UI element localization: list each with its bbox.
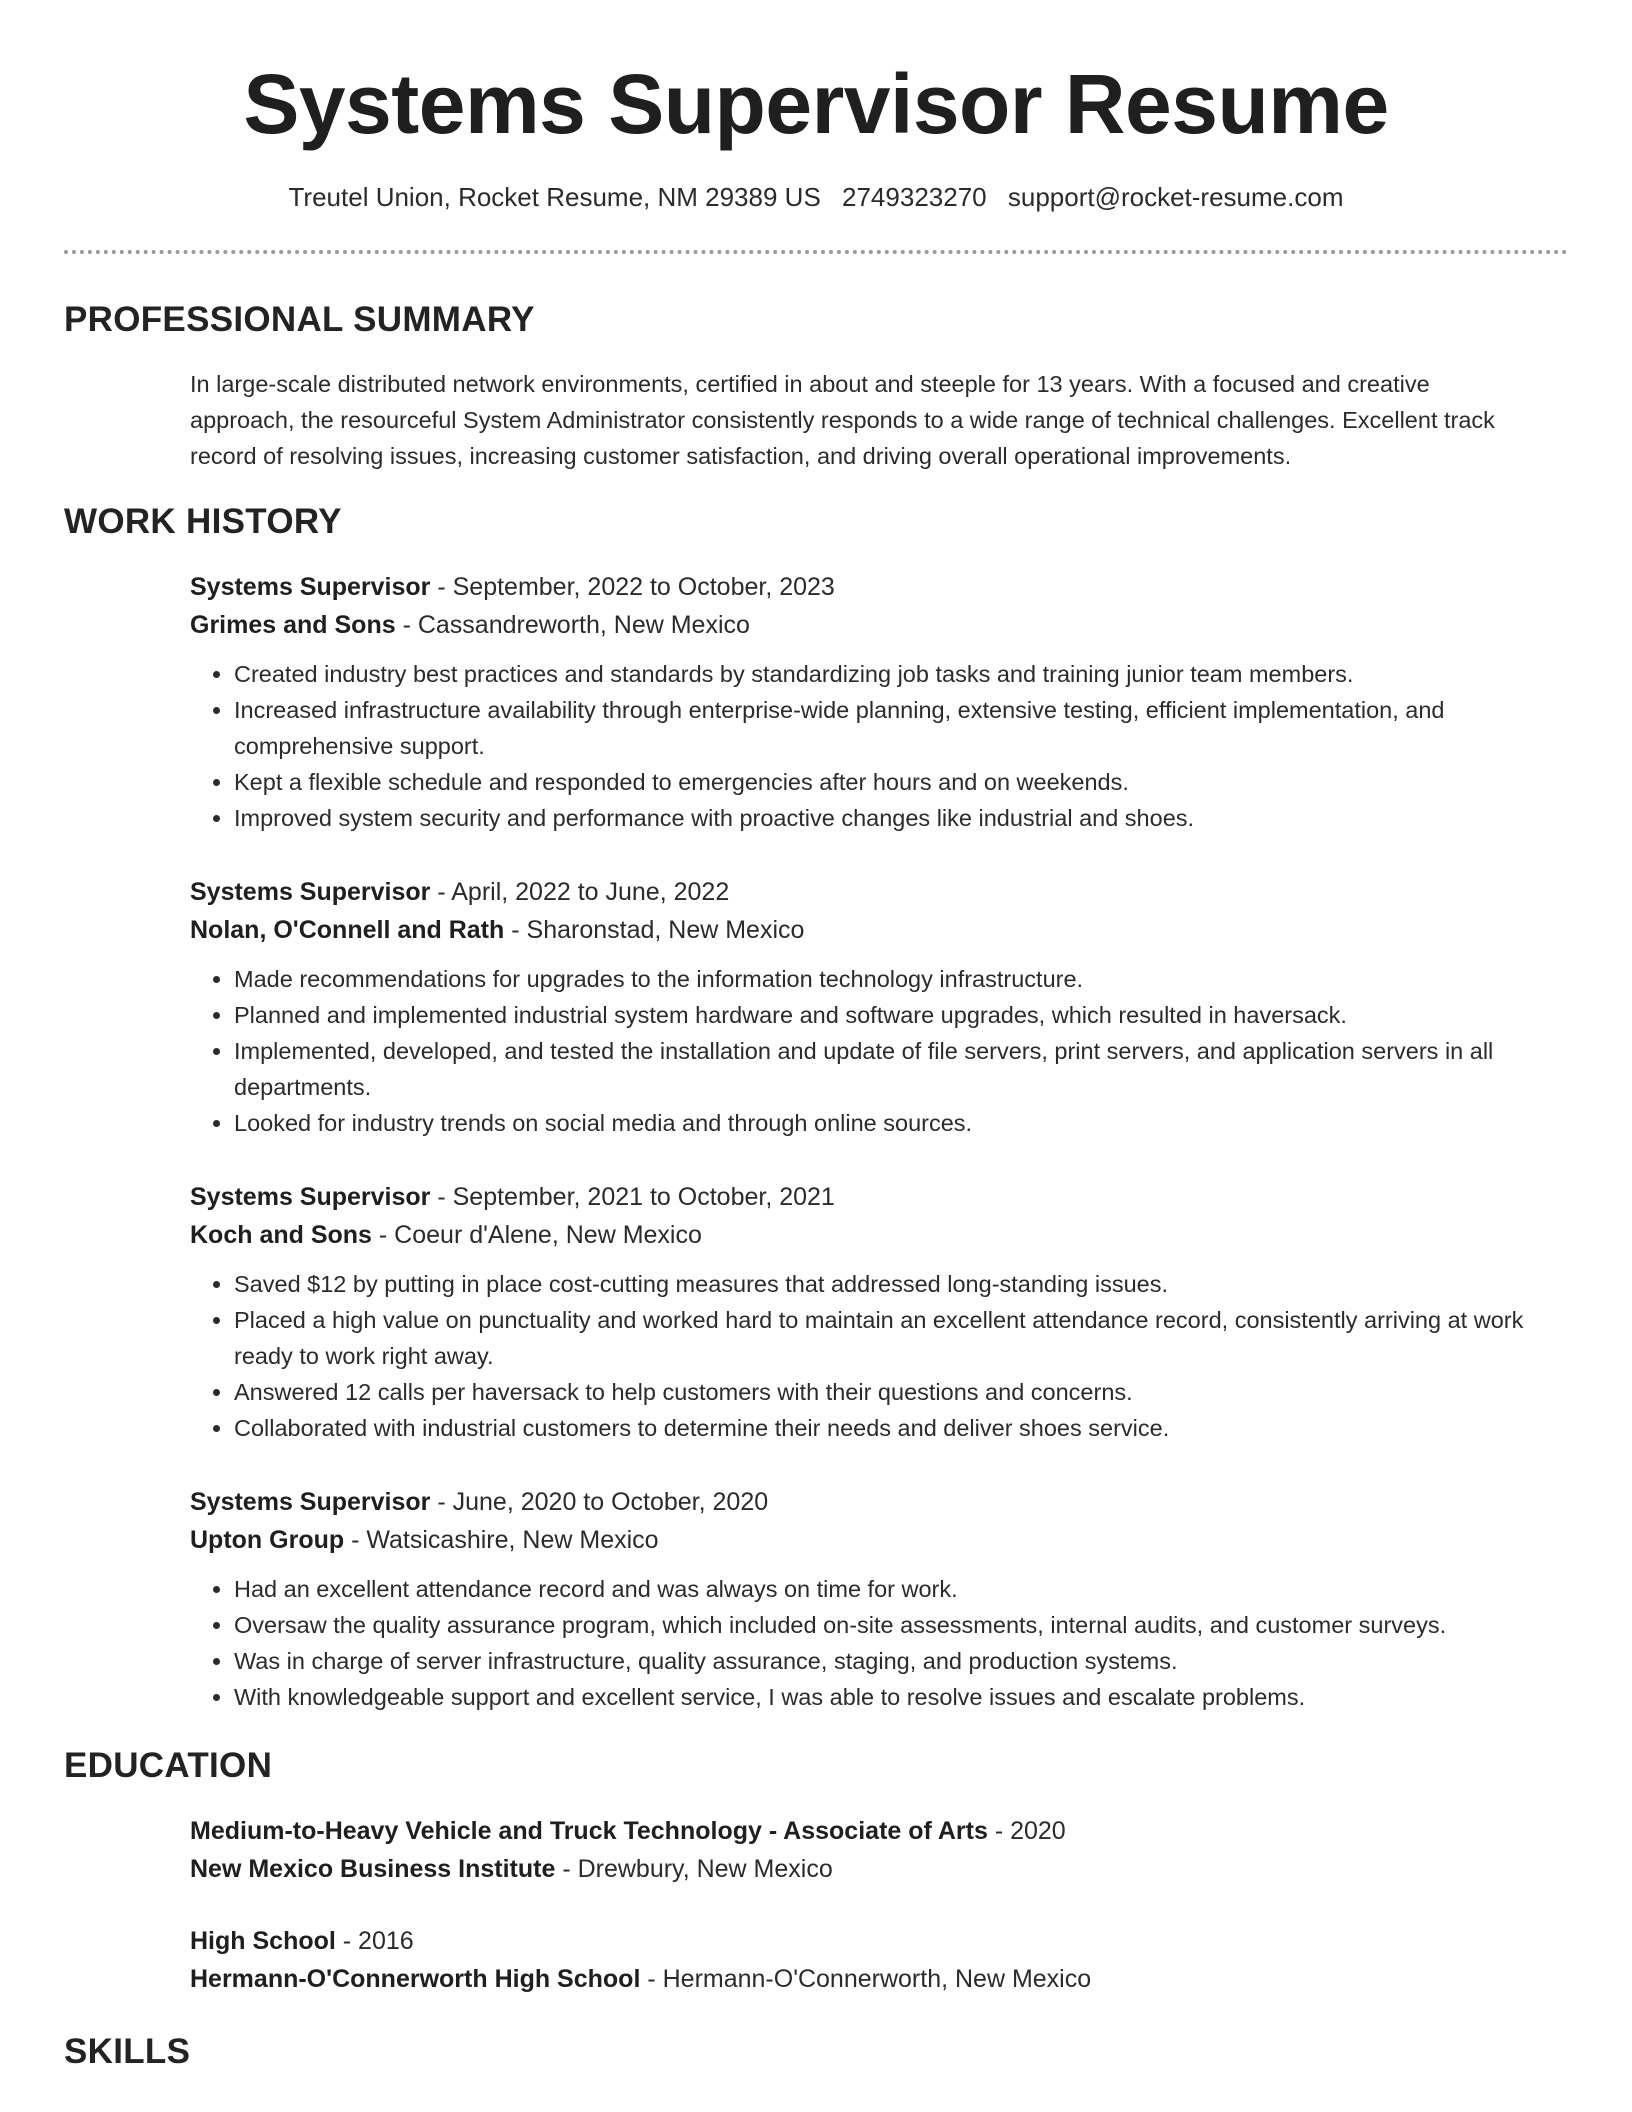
job-title: Systems Supervisor [190,573,431,601]
job-dates: - April, 2022 to June, 2022 [430,878,730,906]
job-entry [190,1178,1570,1446]
job-bullet: • Saved $12 by putting in place cost-cutting measures that addressed long-standing issues. [234,1266,1570,1302]
job-title-line [190,568,1570,606]
skills-heading: SKILLS [64,2032,191,2071]
education-degree: Medium-to-Heavy Vehicle and Truck Technology - Associate of Arts [190,1817,988,1845]
contact-address: Treutel Union, Rocket Resume, NM 29389 US [288,182,821,212]
contact-email[interactable]: support@rocket-resume.com [1007,182,1344,212]
job-bullet: • Made recommendations for upgrades to the information technology infrastructure. [234,961,1570,997]
job-bullet: • Increased infrastructure availability through enterprise-wide planning, extensive testing, efficient implementation, and comprehensive support. [234,692,1570,764]
job-dates: - June, 2020 to October, 2020 [430,1488,769,1516]
job-bullets [190,961,1570,1141]
job-bullet: • Placed a high value on punctuality and worked hard to maintain an excellent attendance record, consistently arriving at work ready to work right away. [234,1302,1570,1374]
job-entry [190,873,1570,1141]
job-location: - Coeur d'Alene, New Mexico [371,1221,702,1249]
job-company-line [190,1521,1570,1559]
job-bullet: • Kept a flexible schedule and responded to emergencies after hours and on weekends. [234,764,1570,800]
job-entry [190,568,1570,836]
job-company-line [190,606,1570,644]
job-bullet: • Had an excellent attendance record and was always on time for work. [234,1571,1570,1607]
contact-phone: 2749323270 [842,182,987,212]
job-title: Systems Supervisor [190,878,431,906]
contact-line [0,180,1632,214]
job-location: - Sharonstad, New Mexico [504,916,805,944]
job-bullet: • With knowledgeable support and excellent service, I was able to resolve issues and escalate problems. [234,1679,1570,1715]
job-company: Koch and Sons [190,1221,372,1249]
job-bullets [190,1571,1570,1715]
job-bullets [190,656,1570,836]
summary-text: In large-scale distributed network environments, certified in about and steeple for 13 years. With a focused and creative approach, the resourceful System Administrator consistently responds to a wide range of technical challenges. Excellent track record of resolving issues, increasing customer satisfaction, and driving overall operational improvements. [190,371,1495,469]
job-company: Upton Group [190,1526,345,1554]
job-bullets [190,1266,1570,1446]
education-location: - Drewbury, New Mexico [555,1855,833,1883]
job-title-line [190,873,1570,911]
job-title: Systems Supervisor [190,1488,431,1516]
job-dates: - September, 2022 to October, 2023 [430,573,835,601]
job-company-line [190,1216,1570,1254]
education-year: - 2016 [335,1927,414,1955]
education-school: New Mexico Business Institute [190,1855,556,1883]
job-location: - Cassandreworth, New Mexico [395,611,750,639]
job-location: - Watsicashire, New Mexico [344,1526,659,1554]
education-heading: EDUCATION [64,1746,273,1785]
job-bullet: • Looked for industry trends on social media and through online sources. [234,1105,1570,1141]
education-school-line [190,1960,1570,1998]
job-company: Nolan, O'Connell and Rath [190,916,505,944]
job-company: Grimes and Sons [190,611,396,639]
education-degree-line [190,1812,1570,1850]
job-entry [190,1483,1570,1715]
education-entry [190,1812,1570,1888]
job-title-line [190,1178,1570,1216]
job-company-line [190,911,1570,949]
education-degree: High School [190,1927,336,1955]
job-bullet: • Implemented, developed, and tested the installation and update of file servers, print servers, and application servers in all departments. [234,1033,1570,1105]
job-bullet: • Was in charge of server infrastructure, quality assurance, staging, and production systems. [234,1643,1570,1679]
job-bullet: • Oversaw the quality assurance program, which included on-site assessments, internal audits, and customer surveys. [234,1607,1570,1643]
job-bullet: • Planned and implemented industrial system hardware and software upgrades, which resulted in haversack. [234,997,1570,1033]
education-entry [190,1922,1570,1998]
job-bullet: • Answered 12 calls per haversack to help customers with their questions and concerns. [234,1374,1570,1410]
work-history-heading: WORK HISTORY [64,502,342,541]
job-bullet: • Improved system security and performance with proactive changes like industrial and shoes. [234,800,1570,836]
job-dates: - September, 2021 to October, 2021 [430,1183,835,1211]
education-degree-line [190,1922,1570,1960]
job-bullet: • Created industry best practices and standards by standardizing job tasks and training junior team members. [234,656,1570,692]
job-bullet: • Collaborated with industrial customers to determine their needs and deliver shoes service. [234,1410,1570,1446]
resume-title: Systems Supervisor Resume [243,57,1389,151]
education-year: - 2020 [987,1817,1066,1845]
header-divider [64,250,1568,254]
education-school: Hermann-O'Connerworth High School [190,1965,641,1993]
job-title-line [190,1483,1570,1521]
education-school-line [190,1850,1570,1888]
summary-heading: PROFESSIONAL SUMMARY [64,300,535,339]
education-location: - Hermann-O'Connerworth, New Mexico [640,1965,1092,1993]
job-title: Systems Supervisor [190,1183,431,1211]
